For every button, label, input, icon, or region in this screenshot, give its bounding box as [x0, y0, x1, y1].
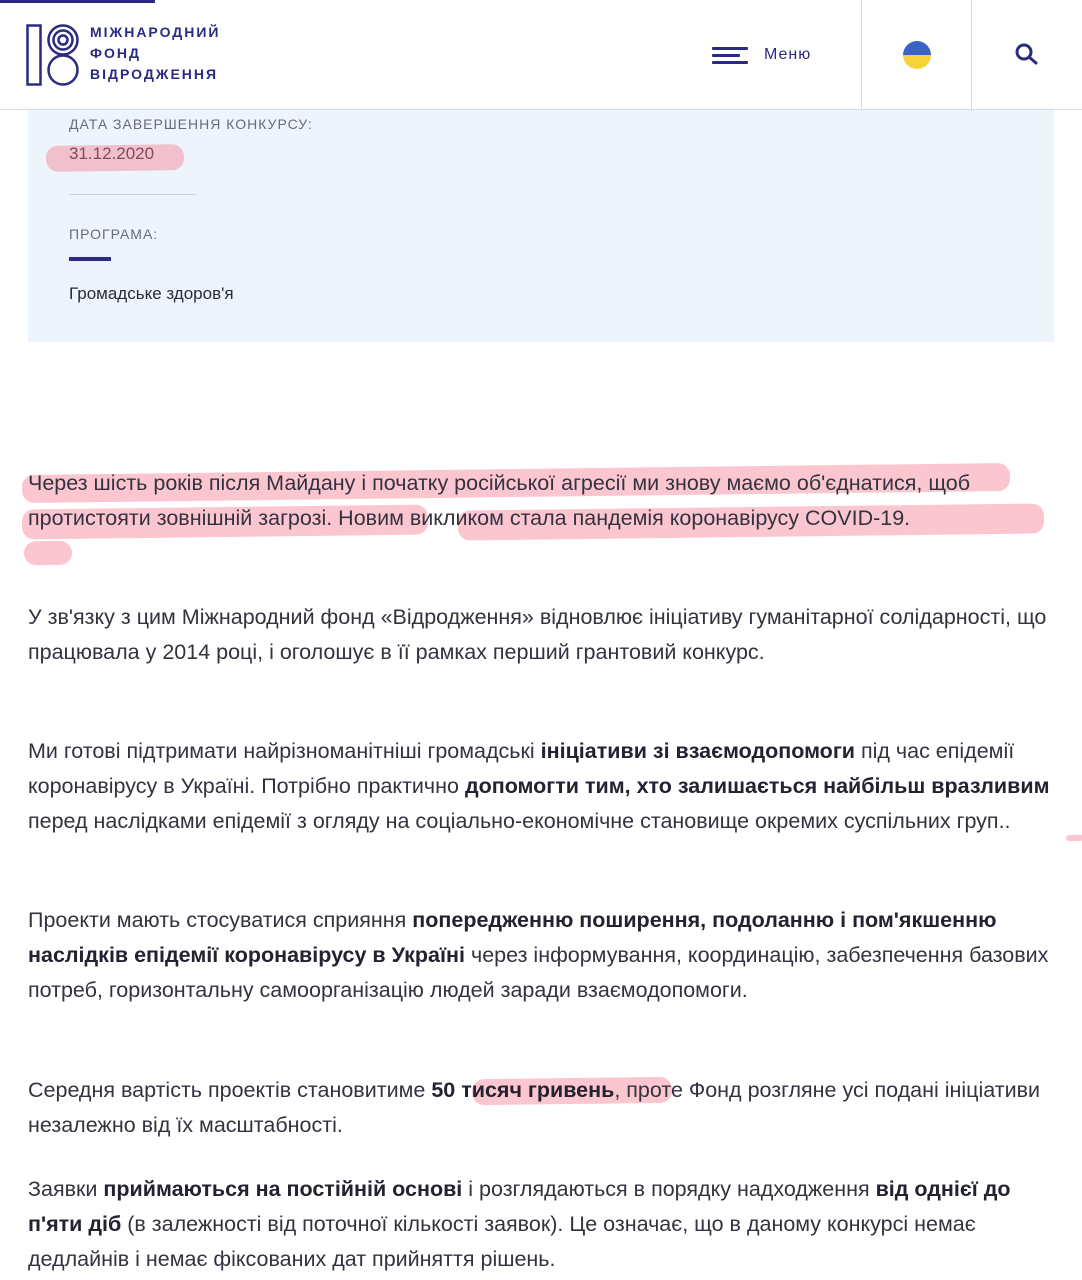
article-paragraph: У зв'язку з цим Міжнародний фонд «Відродження» відновлює ініціативу гуманітарної солідарності, що працювала у 2014 році, і оголошує в її рамках перший грантовий конкурс. [28, 605, 1047, 664]
article-paragraph: Через шість років після Майдану і початку російської агресії ми знову маємо об'єднатися, щоб протистояти зовнішній загрозі. Новим викликом стала пандемія коронавірусу COVID-19. [28, 471, 971, 530]
bold-text: ініціативи зі взаємодопомоги [540, 739, 855, 763]
text-run: Проекти мають стосуватися сприяння [28, 908, 413, 932]
menu-button[interactable] [712, 40, 811, 70]
hamburger-icon [712, 45, 748, 65]
end-date-value: 31.12.2020 [69, 144, 155, 163]
text-run: і розглядаються в порядку надходження [462, 1177, 876, 1201]
logo-text[interactable] [90, 22, 221, 85]
article-paragraph [28, 734, 1058, 839]
text-run: , проте Фонд розгляне усі подані ініціативи незалежно від їх масштабності. [28, 1078, 1041, 1137]
bold-text: від однієї до п'яти діб [28, 1177, 1011, 1236]
language-button[interactable] [862, 0, 972, 110]
search-icon [1014, 42, 1040, 68]
logo-line: МІЖНАРОДНИЙ [90, 24, 221, 40]
logo-icon[interactable] [26, 24, 80, 86]
highlight-mark [24, 541, 72, 566]
search-button[interactable] [972, 0, 1082, 110]
logo-line: ФОНД [90, 45, 141, 61]
highlight-mark [46, 144, 184, 172]
text-run: перед наслідками епідемії з огляду на соціально-економічне становище окремих суспільних груп.. [28, 809, 1011, 833]
text-run: Заявки [28, 1177, 104, 1201]
article-paragraph [28, 1073, 1058, 1143]
header-accent-line [0, 0, 155, 3]
menu-label: Меню [764, 46, 812, 63]
bold-text: попередженню поширення, подоланню і пом'якшенню наслідків епідемії коронавірусу в Україні [28, 908, 997, 967]
program-label: ПРОГРАМА: [69, 226, 159, 242]
logo-line: ВІДРОДЖЕННЯ [90, 66, 219, 82]
bold-text: приймаються на постійній основі [103, 1177, 463, 1201]
info-divider [69, 194, 196, 195]
article-paragraph [28, 903, 1058, 1008]
contest-info-panel [28, 110, 1054, 342]
site-header [0, 0, 1082, 110]
text-run: Середня вартість проектів становитиме [28, 1078, 432, 1102]
bold-text: 50 тисяч гривень [431, 1078, 615, 1102]
text-run: під час епідемії коронавірусу в Україні. Потрібно практично [28, 739, 1015, 798]
program-value[interactable]: Громадське здоров'я [69, 284, 234, 303]
ukraine-flag-icon [903, 41, 931, 69]
highlight-mark [1066, 835, 1082, 841]
text-run: через інформування, координацію, забезпечення базових потреб, горизонтальну самоорганізацію людей заради взаємодопомоги. [28, 943, 1049, 1002]
end-date-label: ДАТА ЗАВЕРШЕННЯ КОНКУРСУ: [69, 116, 313, 132]
text-run: (в залежності від поточної кількості заявок). Це означає, що в даному конкурсі немає дедлайнів і немає фіксованих дат прийняття рішень. [28, 1212, 976, 1271]
article-paragraph [28, 1172, 1058, 1277]
program-accent-bar [69, 257, 111, 261]
bold-text: допомогти тим, хто залишається найбільш вразливим [464, 774, 1050, 798]
text-run: Ми готові підтримати найрізноманітніші громадські [28, 739, 541, 763]
